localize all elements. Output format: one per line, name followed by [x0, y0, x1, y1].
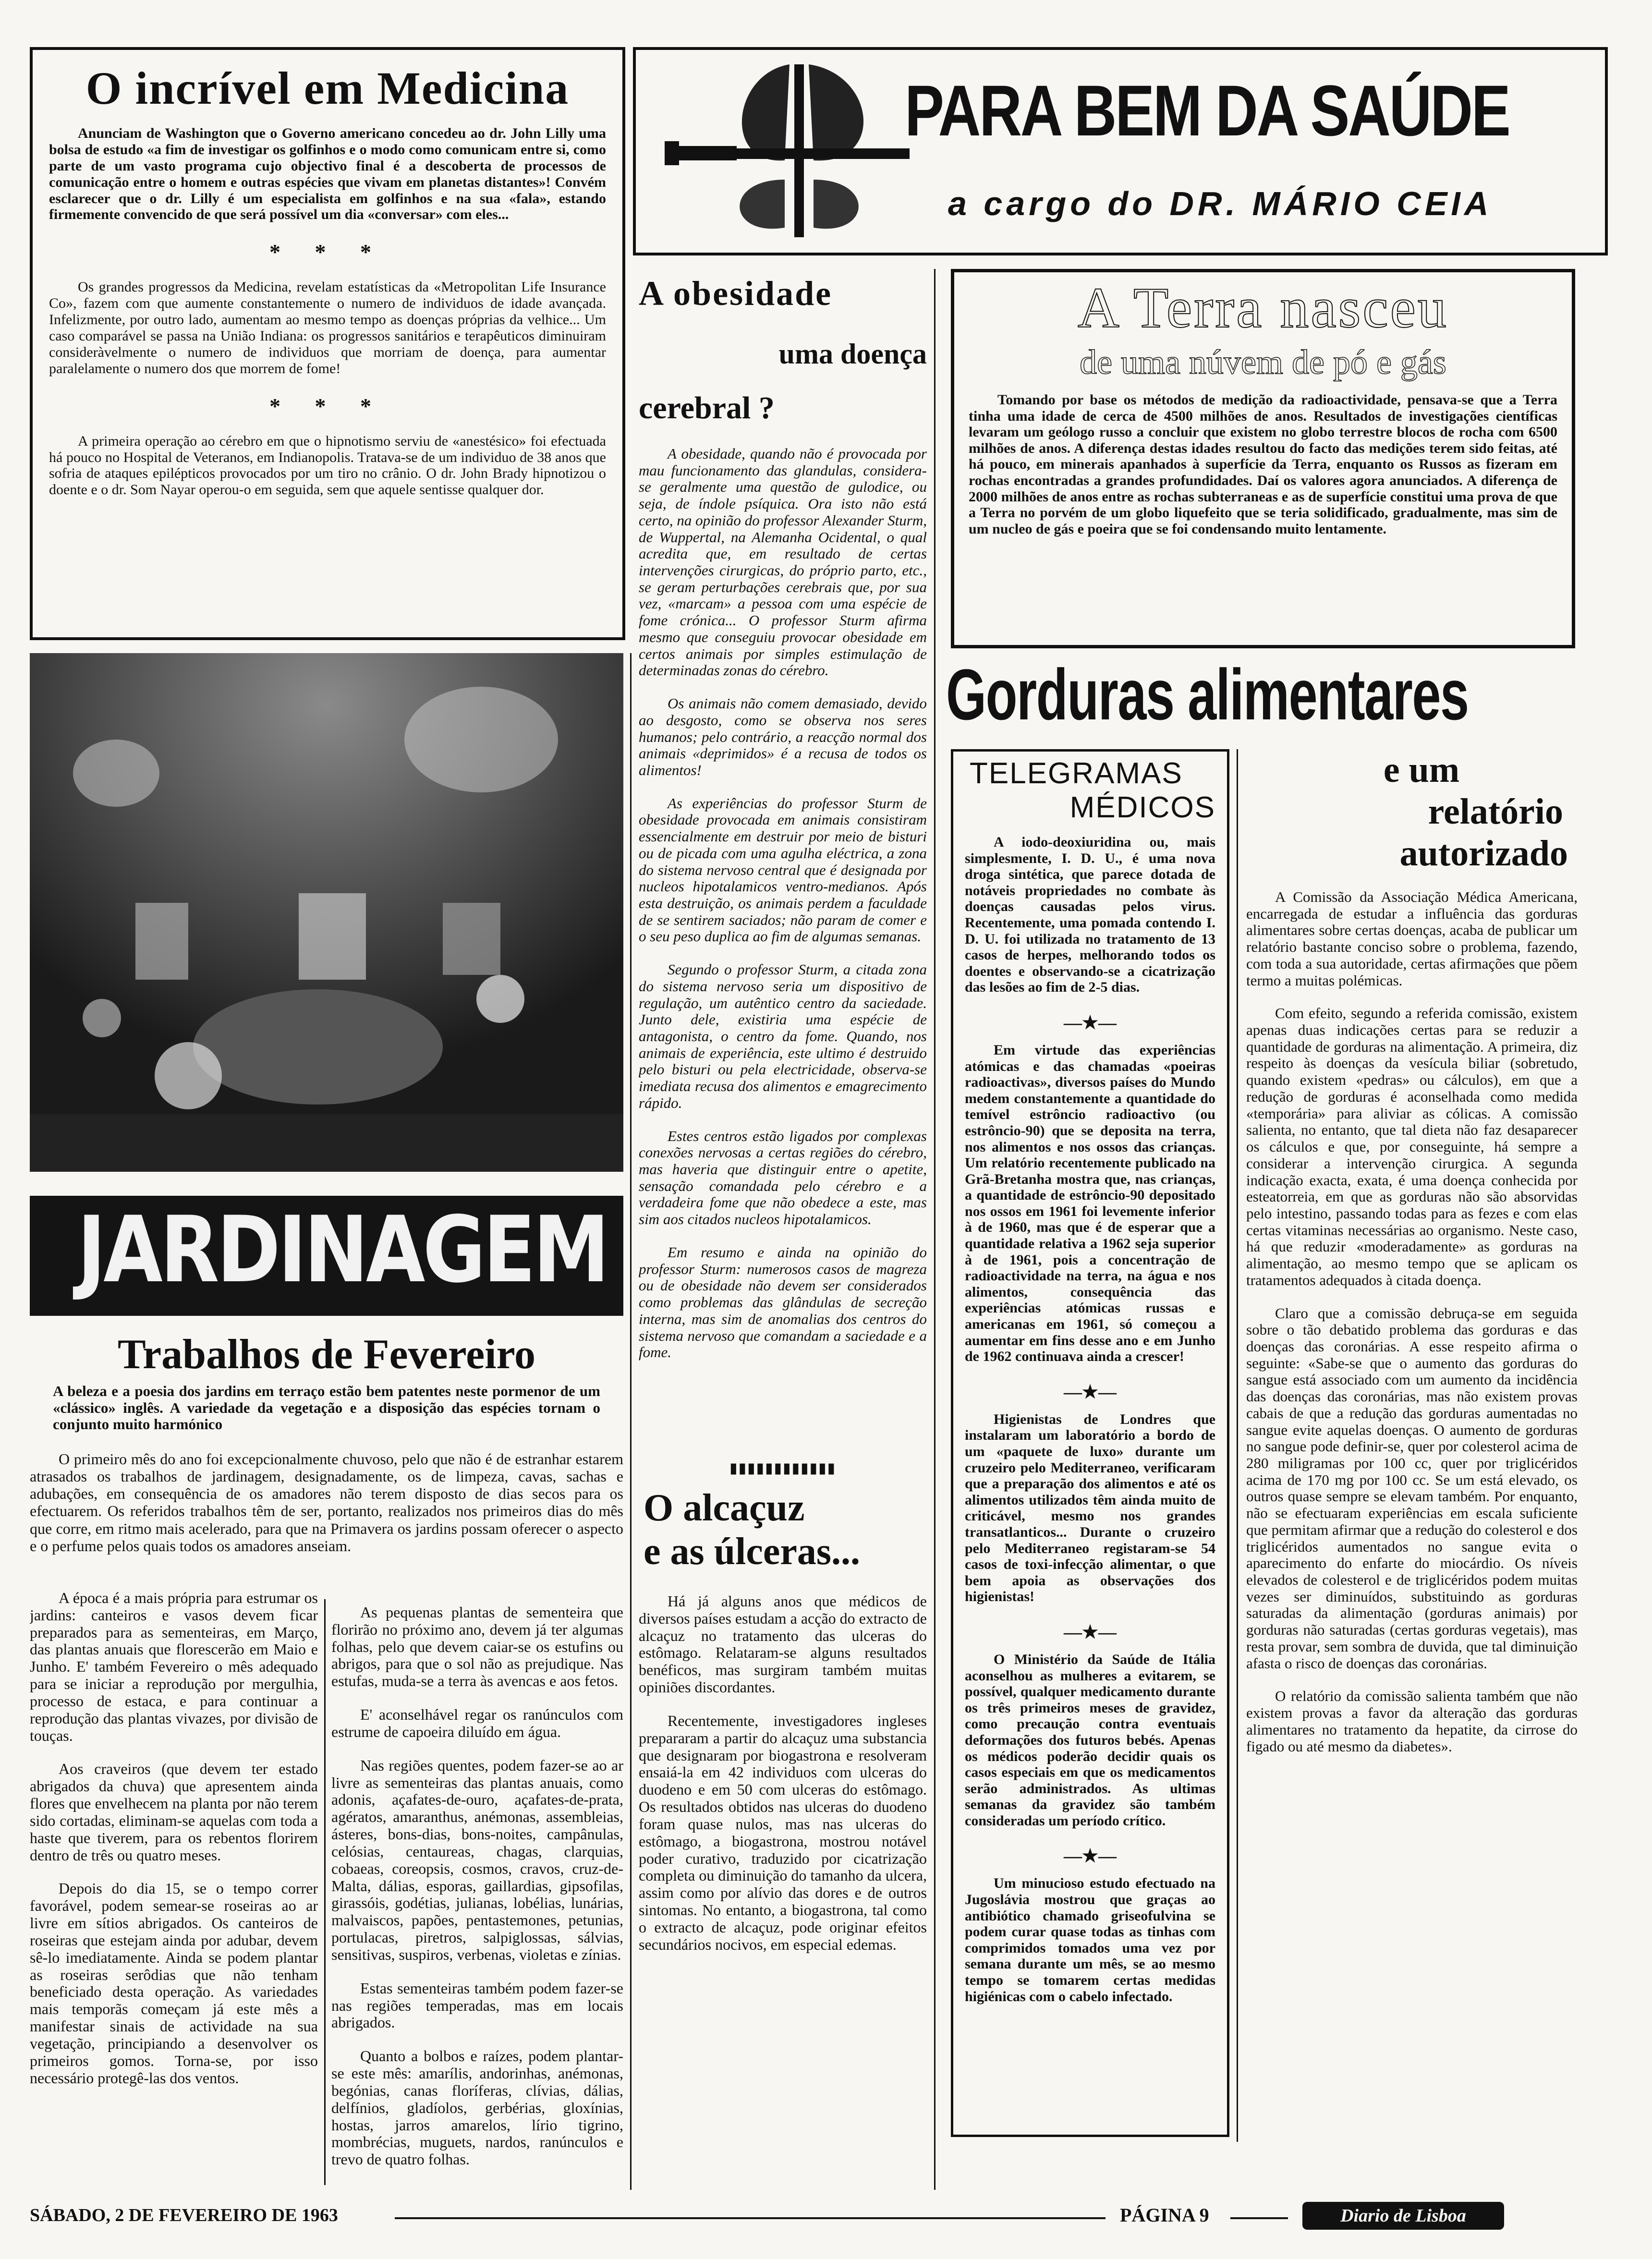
column-rule: [934, 269, 935, 2190]
footer-rule: [395, 2217, 1105, 2219]
column-rule: [324, 1599, 326, 2185]
obesidade-paragraph: Estes centros estão ligados por complexas conexões nervosas a certas regiões do cérebro, mas haveria que distinguir entre o apetite, sensação comandada pelo cérebro e a verdadeira fome que não obedece a este, mas sim aos citados nucleos hipotalamicos.: [639, 1127, 927, 1228]
telegramas-divider: —★—: [1063, 1382, 1117, 1402]
footer-date: SÁBADO, 2 DE FEVEREIRO DE 1963: [30, 2205, 338, 2225]
jardinagem-intro: O primeiro mês do ano foi excepcionalmente chuvoso, pelo que não é de estranhar estarem atrasados os trabalhos de jardinagem, designadamente, os de limpeza, cavas, sachas e adubações, em consequência de os amadores não terem disposto de dias secos para os efectuarem. Os referidos trabalhos têm de ser, portanto, realizados nos primeiros dias do mês que corre, em ritmo mais acelerado, para que na Primavera os jardins possam oferecer o aspecto e o perfume pelos quais todos os amadores anseiam.: [30, 1450, 623, 1555]
telegramas-paragraph: Higienistas de Londres que instalaram um laboratório a bordo de um «paquete de luxo» durante um cruzeiro pelo Mediterraneo, verificaram que a preparação dos alimentos e até os alimentos utilizados têm ainda muito de criticável, mesmo nos grandes transatlanticos... Durante o cruzeiro pelo Mediterraneo registaram-se 54 casos de toxi-infecção alimentar, o que bem apoia as observações dos higienistas!: [965, 1411, 1215, 1605]
jardinagem-column-1: [30, 1590, 318, 2190]
jardinagem-paragraph: Estas sementeiras também podem fazer-se nas regiões temperadas, mas em locais abrigados.: [331, 1979, 623, 2031]
alcacuz-article: [639, 1460, 927, 2190]
terra-subtitle: de uma núvem de pó e gás: [1080, 343, 1446, 381]
gorduras-subtitle: autorizado: [1399, 833, 1568, 874]
alcacuz-paragraph: Há já alguns anos que médicos de diversos países estudam a acção do extracto de alcaçuz no tratamento das ulceras do estômago. Relataram-se alguns resultados benéficos, mas surgiram também muitas opiniões discordantes.: [639, 1592, 927, 1696]
alcacuz-title: e as úlceras...: [644, 1530, 861, 1573]
medicina-paragraph: Anunciam de Washington que o Governo americano concedeu ao dr. John Lilly uma bolsa de estudo «a fim de investigar os golfinhos e o modo como comunicam entre si, como parte de um vasto programa cujo objectivo final é a descoberta de processos de comunicação entre o homem e outras espécies que vivam em planetas distantes»! Convém esclarecer que o dr. Lilly é um especialista em golfinhos e na sua «fala», estando firmemente convencido de que será possível um dia «conversar» com eles...: [49, 125, 606, 223]
footer-rule: [1230, 2217, 1288, 2219]
obesidade-paragraph: Segundo o professor Sturm, a citada zona do sistema nervoso seria um dispositivo de regulação, um autêntico centro da saciedade. Junto dele, existiria uma espécie de antagonista, o centro da fome. Quando, nos animais de experiência, este ultimo é destruido pelo bisturi ou pela electricidade, observa-se imediata recusa dos alimentos e emagrecimento rápido.: [639, 961, 927, 1111]
jardinagem-caption: A beleza e a poesia dos jardins em terraço estão bem patentes neste pormenor de um «clássico» inglês. A variedade da vegetação e a disposição das espécies tornam o conjunto muito harmónico: [53, 1383, 600, 1433]
jardinagem-title: Trabalhos de Fevereiro: [117, 1331, 536, 1378]
gorduras-column: [1246, 749, 1578, 2142]
medicina-title: O incrível em Medicina: [85, 62, 570, 114]
jardinagem-paragraph: E' aconselhável regar os ranúnculos com estrume de capoeira diluído em água.: [331, 1706, 623, 1740]
garden-photo-drawing: [30, 653, 623, 1172]
gorduras-paragraph: O relatório da comissão salienta também que não existem provas a favor da alteração das gorduras alimentares no tratamento da hepatite, da cirrose do figado ou até mesmo da diabetes».: [1246, 1688, 1578, 1755]
medicina-paragraph: Os grandes progressos da Medicina, revelam estatísticas da «Metropolitan Life Insurance Co», fazem com que aumente constantemente o numero de individuos de idade avançada. Infelizmente, por outro lado, aumentam ao mesmo tempo as doenças próprias da velhice... Um caso comparável se passa na União Indiana: os progressos sanitários e terapêuticos diminuiram consideràvelmente o numero de individuos que morriam de doença, para aumentar paralelamente o numero dos que morrem de fome!: [49, 279, 606, 376]
gorduras-title: Gorduras alimentares: [946, 654, 1469, 735]
obesidade-paragraph: Os animais não comem demasiado, devido ao desgosto, como se observa nos seres humanos; pelo contrário, a reacção normal dos animais «deprimidos» é a recusa de todos os alimentos!: [639, 695, 927, 778]
section-header-subtitle: a cargo do DR. MÁRIO CEIA: [948, 185, 1493, 222]
gorduras-paragraph: A Comissão da Associação Médica Americana, encarregada de estudar a influência das gorduras alimentares sobre certas doenças, acaba de publicar um relatório bastante conciso sobre o problema, fazendo, com toda a sua autoridade, certas afirmações que põem termo a muitas polémicas.: [1246, 888, 1578, 989]
medicina-paragraph: A primeira operação ao cérebro em que o hipnotismo serviu de «anestésico» foi efectuada há pouco no Hospital de Veteranos, em Indianopolis. Tratava-se de um individuo de 38 anos que sofria de ataques epilépticos provocados por um tiro no crânio. O dr. John Brady hipnotizou o doente e o dr. Som Nayar operou-o em seguida, sem que aquele sentisse qualquer dor.: [49, 433, 606, 498]
jardinagem-paragraph: Nas regiões quentes, podem fazer-se ao ar livre as sementeiras das plantas anuais, como adonis, açafates-de-ouro, açafates-de-prata, agératos, amaranthus, anémonas, assembleias, ásteres, bons-dias, bons-noites, campânulas, celósias, centaureas, chagas, clarquias, cobaeas, coreopsis, cosmos, cravos, cruz-de-Malta, dálias, esporas, gaillardias, gipsofilas, girassóis, godétias, julianas, lobélias, lunárias, malvaiscos, papões, pentastemones, petunias, portulacas, piretros, salpiglossas, sálvias, sensitivas, suspiros, verbenas, violetas e zínias.: [331, 1756, 623, 1963]
alcacuz-ornament: ▮▮▮▮▮▮▮▮▮▮▮▮: [729, 1460, 837, 1476]
gorduras-paragraph: Com efeito, segundo a referida comissão, existem apenas duas indicações certas para se reduzir a quantidade de gorduras na alimentação. A primeira, diz respeito às doenças da vesícula biliar (sobretudo, quando existem «pedras» ou cálculos), em que a redução de gorduras é aconselhada como medida «temporária» para aliviar as cólicas. A comissão salienta, no entanto, que tal dieta não faz desaparecer os cálculos e que, por conseguinte, há sempre a considerar a intervenção cirurgica. A segunda indicação exacta, exata, é uma doença conhecida por esteatorreia, em que as gorduras não são absorvidas pelo intestino, passando todas para as fezes e com elas certas vitaminas necessárias ao organismo. Neste caso, há que reduzir «moderadamente» as gorduras na alimentação, ao mesmo tempo que se aplicam os tratamentos adequados à citada doença.: [1246, 1005, 1578, 1288]
jardinagem-logo-text: JARDINAGEM: [77, 1197, 607, 1303]
alcacuz-paragraph: Recentemente, investigadores ingleses prepararam a partir do alcaçuz uma substancia que designaram por biogastrona e resolveram ensaiá-la em 42 individuos com ulceras do duodeno e em 50 com ulceras do estômago. Os resultados obtidos nas ulceras do duodeno foram quase nulos, mas nas ulceras do estômago, a biogastrona, mostrou notável poder curativo, traduzido por cicatrização completa ou diminuição do tamanho da ulcera, assim como por alívio das dores e de outros sintomas. No entanto, a biogastrona, tal como o extracto de alcaçuz, pode originar efeitos secundários nocivos, em especial edemas.: [639, 1712, 927, 1953]
footer-bar: [30, 2202, 1595, 2235]
jardinagem-paragraph: As pequenas plantas de sementeira que florirão no próximo ano, devem já ter algumas folhas, pelo que devem caiar-se os estufins ou abrigos, para que o sol não as prejudique. Nas estufas, muda-se a terra às avencas e aos fetos.: [331, 1604, 623, 1690]
alcacuz-title: O alcaçuz: [644, 1487, 805, 1529]
column-rule: [630, 653, 632, 2190]
gorduras-subtitle: e um: [1383, 750, 1460, 790]
obesidade-paragraph: As experiências do professor Sturm de obesidade provocada em animais consistiram essencialmente em destruir por meio de bisturi ou de picada com uma agulha eléctrica, a zona do sistema nervoso central que é designada por nucleos hipotalamicos ventro-medianos. Após esta destruição, os animais perdem a faculdade de se sentirem saciados; não param de comer e o seu peso duplica ao fim de algumas semanas.: [639, 794, 927, 945]
telegramas-title: MÉDICOS: [1069, 791, 1215, 824]
medicina-box: [30, 47, 625, 640]
telegramas-paragraph: Em virtude das experiências atómicas e das chamadas «poeiras radioactivas», diversos países do Mundo medem constantemente a quantidade do temível estrôncio radioactivo (ou estrôncio-90) que se deposita na terra, nos alimentos e nos ossos das crianças. Um relatório recentemente publicado na Grã-Bretanha mostra que, nas crianças, a quantidade de estrôncio-90 depositado nos ossos em 1961 foi levemente inferior à de 1960, mas que é de esperar que a quantidade relativa a 1962 seja superior à de 1961, pois a concentração de radioactividade na terra, na água e nos alimentos, consequência das experiências atómicas russas e americanas em 1961, só começou a aumentar em fins desse ano e em Junho de 1962 continuava ainda a crescer!: [965, 1042, 1215, 1365]
jardinagem-paragraph: Aos craveiros (que devem ter estado abrigados da chuva) que apresentem ainda flores que envelhecem na planta por não terem sido cortadas, eliminam-se aquelas com toda a haste que tiverem, para os rebentos florirem dentro de três ou quatro meses.: [30, 1760, 318, 1864]
telegramas-divider: —★—: [1063, 1012, 1117, 1033]
telegramas-paragraph: A iodo-deoxiuridina ou, mais simplesmente, I. D. U., é uma nova droga sintética, que parece dotada de notáveis propriedades no combate às doenças causadas pelos virus. Recentemente, uma pomada contendo I. D. U. foi utilizada no tratamento de 13 casos de herpes, melhorando todos os doentes e observando-se a cicatrização das lesões ao fim de 2-5 dias.: [965, 834, 1215, 996]
jardinagem-logo: [30, 1196, 623, 1316]
telegramas-paragraph: O Ministério da Saúde de Itália aconselhou as mulheres a evitarem, se possível, qualquer medicamento durante os três primeiros meses de gravidez, como precaução contra eventuais deformações dos futuros bebés. Apenas os médicos poderão decidir quais os casos especiais em que os medicamentos serão administrados. As ultimas semanas da gravidez são também consideradas um período crítico.: [965, 1651, 1215, 1829]
telegramas-divider: —★—: [1063, 1846, 1117, 1867]
medicina-stars-2: * * *: [269, 393, 386, 418]
jardinagem-column-2: [331, 1604, 623, 2190]
terra-paragraph: Tomando por base os métodos de medição da radioactividade, pensava-se que a Terra tinha uma idade de cerca de 4500 milhões de anos. Resultados de investigações científicas levaram um geólogo russo a concluir que existem no globo terrestre blocos de rocha com 6500 milhões de anos. A diferença destas idades resultou do facto das medições terem sido feitas, até há pouco, em minerais apanhados à superfície da Terra, enquanto os Russos as fizeram em rochas encontradas a grandes profundidades. Daí os valores agora anunciados. A diferença de 2000 milhões de anos entre as rochas subterraneas e as de superfície constitui uma prova de que a Terra no porvém de um globo liquefeito que se teria solidificado, gradualmente, mas sim de um nucleo de gás e poeira que se foi condensando muito lentamente.: [969, 392, 1557, 537]
medicina-stars-1: * * *: [269, 240, 386, 265]
gorduras-subtitle: relatório: [1428, 791, 1563, 832]
lungs-illustration-icon: [665, 55, 914, 247]
obesidade-paragraph: A obesidade, quando não é provocada por mau funcionamento das glandulas, considera-se geralmente uma questão de gulodice, ou seja, de índole psíquica. Ora isto não está certo, na opinião do professor Alexander Sturm, de Wuppertal, na Alemanha Ocidental, o qual acredita que, em resultado de certas intervenções cirurgicas, do próprio parto, etc., se geram perturbações cerebrais que, por sua vez, «marcam» a pessoa com uma espécie de fome crónica... O professor Sturm afirma mesmo que conseguiu provocar obesidade em certos animais por simples estimulação de determinadas zonas do cérebro.: [639, 445, 927, 679]
obesidade-article: [639, 269, 927, 1421]
terra-title: A Terra nasceu: [1078, 276, 1448, 340]
footer-page-number: PÁGINA 9: [1120, 2204, 1209, 2226]
obesidade-title: uma doença: [778, 338, 927, 370]
telegramas-paragraph: Um minucioso estudo efectuado na Jugoslávia mostrou que graças ao antibiótico chamado griseofulvina se podem curar quase todas as tinhas com comprimidos tomados uma vez por semana durante um mês, se ao mesmo tempo se tomarem certas medidas higiénicas com o cabelo infectado.: [965, 1875, 1215, 2004]
jardinagem-paragraph: A época é a mais própria para estrumar os jardins: canteiros e vasos devem ficar preparados para as sementeiras, em Março, das plantas anuais que florescerão em Maio e Junho. E' também Fevereiro o mês adequado para se iniciar a reprodução por mergulhia, processo de estaca, e para continuar a reprodução das plantas vivazes, por divisão de touças.: [30, 1590, 318, 1744]
obesidade-title: cerebral ?: [639, 390, 775, 425]
obesidade-title: A obesidade: [639, 274, 833, 313]
telegramas-divider: —★—: [1063, 1622, 1117, 1642]
obesidade-paragraph: Em resumo e ainda na opinião do professor Sturm: numerosos casos de magreza ou de obesidade não devem ser considerados como problemas das glândulas de secreção interna, mas sim de anomalias dos centros do sistema nervoso que comandam a saciedade e a fome.: [639, 1243, 927, 1361]
gorduras-paragraph: Claro que a comissão debruça-se em seguida sobre o tão debatido problema das gorduras e das doenças das coronárias. A esse respeito afirma o seguinte: «Sabe-se que o aumento das gorduras do sangue está associado com um aumento da incidência das doenças das coronárias, mas não existem provas cabais de que a redução das gorduras aumentadas no sangue evite aquelas doenças. O aumento de gorduras no sangue pode definir-se, quer por colesterol acima de 280 miligramas por 100 cc, quer por triglicéridos acima de 170 mg por 100 cc. Se um está elevado, os outros quase sempre se elevam também. Por enquanto, não se efectuaram experiências em escala suficiente que permitam afirmar que a redução do colesterol e dos triglicéridos aumentados no sangue evita o aparecimento do enfarte do miocárdio. Os níveis elevados de colesterol e de triglicéridos podem muitas vezes ser diminuídos, substituindo as gorduras saturadas da alimentação (gorduras animais) por gorduras não saturadas (certas gorduras vegetais), mas resta provar, sem sombra de duvida, que tal diminuição afasta o risco de doenças das coronárias.: [1246, 1304, 1578, 1672]
section-header-title: PARA BEM DA SAÚDE: [905, 70, 1509, 151]
section-header-box: [633, 47, 1608, 255]
telegramas-title: TELEGRAMAS: [970, 757, 1183, 790]
telegramas-box: [951, 749, 1229, 2137]
terra-box: [951, 269, 1575, 648]
jardinagem-paragraph: Quanto a bolbos e raízes, podem plantar-se este mês: amarílis, andorinhas, anémonas, begónias, canas floríferas, clívias, dálias, delfínios, gladíolos, gerbérias, gloxínias, hostas, jarros amarelos, lírio tigrino, mombrécias, muguets, nardos, ranúnculos e trevo de quatro folhas.: [331, 2047, 623, 2168]
column-rule: [1237, 749, 1238, 2142]
garden-photo: [30, 653, 623, 1172]
footer-masthead: Diario de Lisboa: [1302, 2202, 1504, 2230]
jardinagem-paragraph: Depois do dia 15, se o tempo correr favorável, podem semear-se roseiras ao ar livre em sítios abrigados. Os canteiros de roseiras que estejam ainda por adubar, devem sê-lo imediatamente. Ainda se podem plantar as roseiras serôdias que não tenham beneficiado desta operação. As variedades mais temporãs começam já este mês a manifestar sinais de actividade na sua vegetação, principiando a desenvolver os primeiros gomos. Torna-se, por isso necessário protegê-las dos ventos.: [30, 1880, 318, 2087]
